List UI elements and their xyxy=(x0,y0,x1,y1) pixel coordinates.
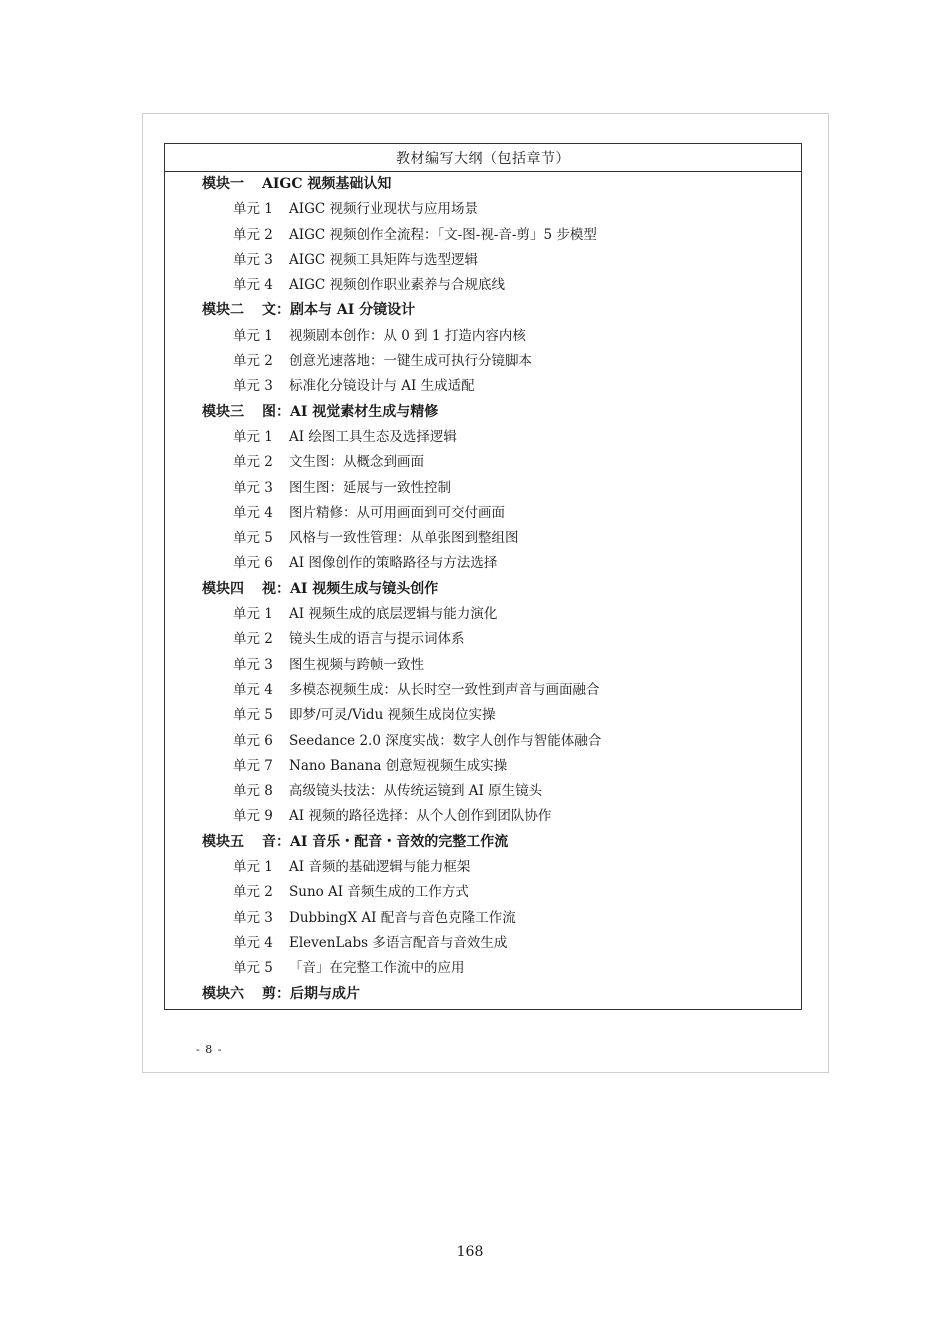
unit-number: 单元 3 xyxy=(233,251,273,268)
unit-title: 高级镜头技法：从传统运镜到 AI 原生镜头 xyxy=(289,783,543,800)
module-number: 模块五 xyxy=(202,833,244,850)
unit-number: 单元 5 xyxy=(233,960,273,977)
module-heading xyxy=(165,982,801,1007)
unit-title: AI 视频生成的底层逻辑与能力演化 xyxy=(289,606,498,623)
unit-title: 「音」在完整工作流中的应用 xyxy=(289,960,465,977)
unit-number: 单元 1 xyxy=(233,428,273,445)
unit-item xyxy=(165,931,801,956)
unit-title: 即梦/可灵/Vidu 视频生成岗位实操 xyxy=(289,707,496,724)
unit-number: 单元 6 xyxy=(233,555,273,572)
unit-item xyxy=(165,273,801,298)
unit-number: 单元 7 xyxy=(233,757,273,774)
unit-number: 单元 3 xyxy=(233,909,273,926)
unit-item xyxy=(165,678,801,703)
unit-number: 单元 3 xyxy=(233,378,273,395)
unit-item xyxy=(165,779,801,804)
unit-title: 文生图：从概念到画面 xyxy=(289,454,424,471)
unit-number: 单元 4 xyxy=(233,277,273,294)
unit-item xyxy=(165,729,801,754)
unit-number: 单元 8 xyxy=(233,783,273,800)
unit-item xyxy=(165,754,801,779)
unit-item xyxy=(165,425,801,450)
unit-item xyxy=(165,197,801,222)
unit-item xyxy=(165,602,801,627)
unit-title: AIGC 视频行业现状与应用场景 xyxy=(289,201,478,218)
module-number: 模块四 xyxy=(202,580,244,597)
unit-title: Suno AI 音频生成的工作方式 xyxy=(289,884,469,901)
unit-number: 单元 4 xyxy=(233,504,273,521)
unit-number: 单元 4 xyxy=(233,681,273,698)
unit-title: 多模态视频生成：从长时空一致性到声音与画面融合 xyxy=(289,681,600,698)
unit-title: Seedance 2.0 深度实战：数字人创作与智能体融合 xyxy=(289,732,602,749)
module-title: 剪：后期与成片 xyxy=(262,985,360,1002)
unit-item xyxy=(165,476,801,501)
unit-item xyxy=(165,501,801,526)
unit-item xyxy=(165,374,801,399)
unit-title: 图生图：延展与一致性控制 xyxy=(289,479,451,496)
unit-item xyxy=(165,248,801,273)
unit-item xyxy=(165,956,801,981)
unit-title: 标准化分镜设计与 AI 生成适配 xyxy=(289,378,475,395)
unit-item xyxy=(165,450,801,475)
unit-item xyxy=(165,324,801,349)
unit-number: 单元 3 xyxy=(233,656,273,673)
unit-title: 创意光速落地：一键生成可执行分镜脚本 xyxy=(289,353,532,370)
unit-title: 视频剧本创作：从 0 到 1 打造内容内核 xyxy=(289,327,526,344)
unit-item xyxy=(165,804,801,829)
unit-number: 单元 2 xyxy=(233,226,273,243)
unit-number: 单元 2 xyxy=(233,353,273,370)
unit-title: Nano Banana 创意短视频生成实操 xyxy=(289,757,508,774)
unit-title: AIGC 视频创作全流程：「文-图-视-音-剪」5 步模型 xyxy=(289,226,597,243)
folio: - 8 - xyxy=(196,1043,223,1056)
unit-item xyxy=(165,526,801,551)
unit-number: 单元 1 xyxy=(233,327,273,344)
unit-title: 镜头生成的语言与提示词体系 xyxy=(289,631,465,648)
unit-item xyxy=(165,349,801,374)
unit-number: 单元 9 xyxy=(233,808,273,825)
unit-number: 单元 1 xyxy=(233,859,273,876)
module-title: 图：AI 视觉素材生成与精修 xyxy=(262,403,439,420)
module-title: AIGC 视频基础认知 xyxy=(262,176,392,192)
unit-title: AI 图像创作的策略路径与方法选择 xyxy=(289,555,498,572)
module-title: 音：AI 音乐・配音・音效的完整工作流 xyxy=(262,833,509,850)
table-title: 教材编写大纲（包括章节） xyxy=(165,144,801,172)
unit-number: 单元 2 xyxy=(233,631,273,648)
outline-list xyxy=(165,172,801,1007)
unit-item xyxy=(165,906,801,931)
unit-number: 单元 4 xyxy=(233,934,273,951)
unit-number: 单元 6 xyxy=(233,732,273,749)
unit-item xyxy=(165,880,801,905)
module-heading xyxy=(165,298,801,323)
unit-number: 单元 5 xyxy=(233,530,273,547)
unit-title: 图生视频与跨帧一致性 xyxy=(289,656,424,673)
module-heading xyxy=(165,577,801,602)
module-number: 模块一 xyxy=(202,176,244,192)
outline-table xyxy=(164,143,802,1010)
unit-number: 单元 2 xyxy=(233,884,273,901)
unit-title: 风格与一致性管理：从单张图到整组图 xyxy=(289,530,519,547)
unit-item xyxy=(165,703,801,728)
unit-title: AI 音频的基础逻辑与能力框架 xyxy=(289,859,471,876)
unit-number: 单元 1 xyxy=(233,606,273,623)
module-title: 视：AI 视频生成与镜头创作 xyxy=(262,580,439,597)
unit-title: AI 绘图工具生态及选择逻辑 xyxy=(289,428,457,445)
unit-title: 图片精修：从可用画面到可交付画面 xyxy=(289,504,505,521)
unit-item xyxy=(165,653,801,678)
module-number: 模块六 xyxy=(202,985,244,1002)
unit-number: 单元 5 xyxy=(233,707,273,724)
unit-title: AI 视频的路径选择：从个人创作到团队协作 xyxy=(289,808,552,825)
unit-item xyxy=(165,855,801,880)
page-number: 168 xyxy=(456,1244,484,1260)
module-title: 文：剧本与 AI 分镜设计 xyxy=(262,302,416,319)
module-heading xyxy=(165,830,801,855)
unit-number: 单元 2 xyxy=(233,454,273,471)
unit-title: AIGC 视频工具矩阵与选型逻辑 xyxy=(289,251,478,268)
module-heading xyxy=(165,172,801,197)
unit-title: DubbingX AI 配音与音色克隆工作流 xyxy=(289,909,516,926)
module-heading xyxy=(165,400,801,425)
unit-item xyxy=(165,223,801,248)
module-number: 模块二 xyxy=(202,302,244,319)
unit-number: 单元 1 xyxy=(233,201,273,218)
module-number: 模块三 xyxy=(202,403,244,420)
unit-item xyxy=(165,551,801,576)
unit-title: ElevenLabs 多语言配音与音效生成 xyxy=(289,934,508,951)
unit-item xyxy=(165,627,801,652)
unit-title: AIGC 视频创作职业素养与合规底线 xyxy=(289,277,505,294)
unit-number: 单元 3 xyxy=(233,479,273,496)
